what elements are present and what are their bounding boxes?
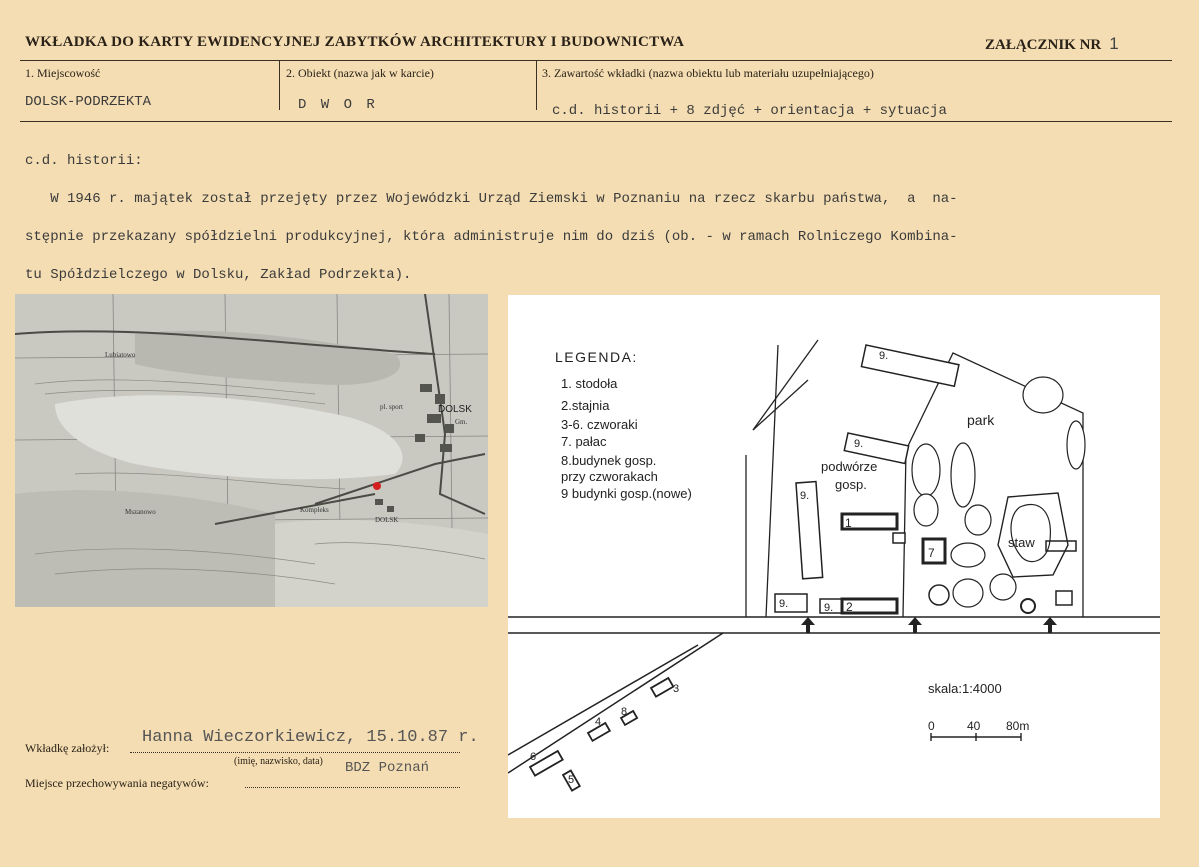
legend-item-3: 3-6. czworaki [561, 417, 638, 432]
legend-item-1: 1. stodoła [561, 376, 618, 391]
label-pond: staw [1008, 535, 1035, 550]
founder-underline [130, 752, 460, 753]
founder-label: Wkładkę założył: [25, 741, 110, 755]
history-line-3: tu Spółdzielczego w Dolsku, Zakład Podrzekta). [25, 267, 412, 283]
building-label-9d: 9. [779, 598, 789, 610]
object-value: D W O R [298, 97, 378, 113]
object-label: 2. Obiekt (nazwa jak w karcie) [286, 66, 434, 80]
label-park: park [967, 412, 995, 428]
map-label-gm: Gm. [455, 418, 468, 426]
form-title: WKŁADKA DO KARTY EWIDENCYJNEJ ZABYTKÓW ARCHITEKTURY I BUDOWNICTWA [25, 34, 685, 50]
topographic-map [15, 294, 488, 607]
content-value: c.d. historii + 8 zdjęć + orientacja + sytuacja [552, 103, 947, 119]
building-label-1: 1 [845, 516, 852, 530]
scale-text: skala:1:4000 [928, 681, 1002, 696]
building-label-2: 2 [846, 600, 853, 614]
building-label-5: 5 [568, 774, 575, 786]
building-label-9c: 9. [800, 490, 810, 502]
location-marker [373, 482, 381, 490]
annex-label [985, 34, 1119, 54]
founder-value: Hanna Wieczorkiewicz, 15.10.87 r. [142, 728, 479, 747]
building-label-7: 7 [928, 546, 935, 560]
locality-value: DOLSK-PODRZEKTA [25, 94, 152, 110]
building-label-8: 8 [621, 706, 628, 718]
history-heading: c.d. historii: [25, 153, 143, 169]
legend-item-7: 9 budynki gosp.(nowe) [561, 486, 692, 501]
map-label-mszanowo: Mszanowo [125, 508, 156, 516]
map-label-lubiatowo: Lubiatowo [105, 351, 136, 359]
building-label-4: 4 [595, 716, 602, 728]
legend-item-2: 2.stajnia [561, 398, 610, 413]
history-text [25, 133, 1175, 304]
scale-tick-80: 80m [1006, 719, 1030, 733]
map-label-dolsk: DOLSK [438, 404, 472, 415]
field-divider-2 [536, 60, 537, 110]
label-courtyard-2: gosp. [835, 477, 867, 492]
building-label-9b: 9. [854, 438, 864, 450]
history-line-1: W 1946 r. majątek został przejęty przez Wojewódzki Urząd Ziemski w Poznaniu na rzecz skarbu państwa, a na- [25, 191, 958, 207]
annex-label-text: ZAŁĄCZNIK NR [985, 37, 1102, 53]
content-label: 3. Zawartość wkładki (nazwa obiektu lub materiału uzupełniającego) [542, 66, 874, 80]
storage-label: Miejsce przechowywania negatywów: [25, 776, 209, 790]
fields-rule [20, 121, 1172, 122]
storage-underline [245, 787, 460, 788]
history-line-2: stępnie przekazany spółdzielni produkcyjnej, która administruje nim do dziś (ob. - w ramach Rolniczego Kombina- [25, 229, 958, 245]
building-label-3: 3 [673, 683, 680, 695]
building-label-9e: 9. [824, 602, 834, 614]
legend-item-4: 7. pałac [561, 434, 607, 449]
site-plan [508, 295, 1160, 818]
storage-value: BDZ Poznań [345, 760, 430, 776]
map-label-kompleks: Kompleks [300, 506, 329, 514]
legend-item-5: 8.budynek gosp. [561, 453, 657, 468]
header-rule [20, 60, 1172, 61]
founder-hint: (imię, nazwisko, data) [234, 756, 323, 767]
scale-tick-0: 0 [928, 719, 935, 733]
legend-item-6: przy czworakach [561, 469, 658, 484]
locality-label: 1. Miejscowość [25, 66, 101, 80]
building-label-6: 6 [530, 751, 537, 763]
annex-number: 1 [1109, 34, 1119, 53]
label-courtyard: podwórze [821, 459, 878, 474]
legend-title: LEGENDA: [555, 349, 638, 365]
building-label-9a: 9. [879, 350, 889, 362]
map-label-pl-sport: pl. sport [380, 403, 403, 411]
field-divider-1 [279, 60, 280, 110]
map-label-dolsk-small: DOLSK [375, 516, 399, 524]
scale-tick-40: 40 [967, 719, 981, 733]
